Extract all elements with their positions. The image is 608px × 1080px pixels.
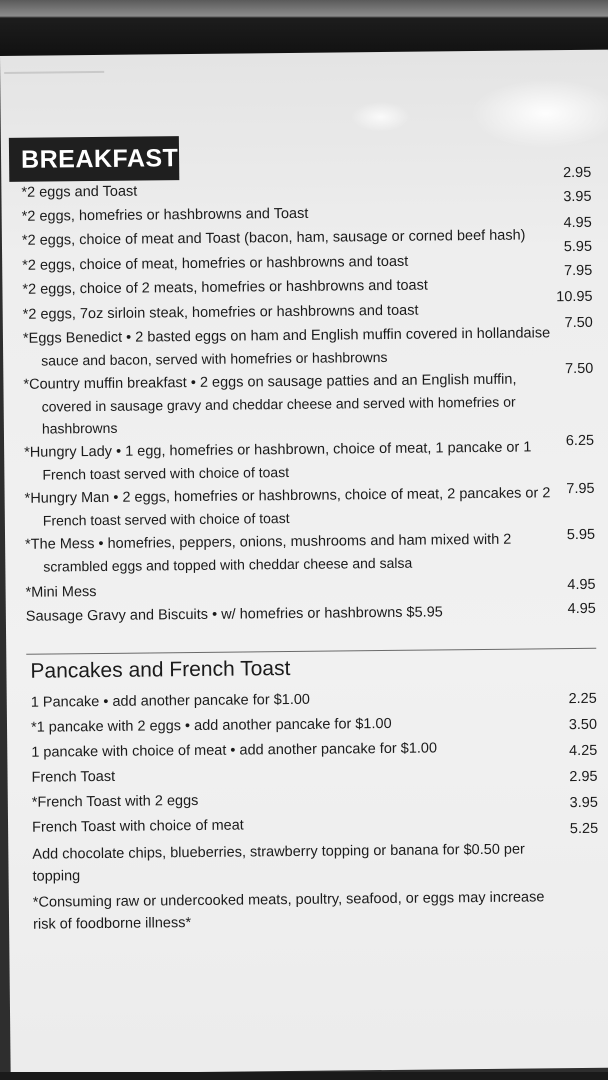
note-line: topping (32, 868, 81, 885)
menu-item: 1 pancake with choice of meat • add another pancake for $1.00 4.25 (31, 740, 598, 761)
item-description-line: sauce and bacon, served with homefries or hashbrowns (41, 348, 388, 369)
item-name: *2 eggs, choice of meat and Toast (bacon, ham, sausage or corned beef hash) (21, 227, 526, 249)
item-description-line: hashbrowns (41, 419, 118, 437)
menu-item: Sausage Gravy and Biscuits • w/ homefries or hashbrowns $5.95 4.95 (26, 600, 596, 628)
menu-holder-bottom (0, 1072, 608, 1080)
item-name: *2 eggs, choice of 2 meats, homefries or hashbrowns and toast (22, 277, 428, 298)
menu-item: *Country muffin breakfast • 2 eggs on sausage patties and an English muffin, covered in sausage gravy and cheddar cheese and served with homefries or hashbrowns 7.50 (23, 368, 594, 440)
item-name: *The Mess (25, 536, 95, 553)
item-description-line: scrambled eggs and topped with cheddar cheese and salsa (43, 554, 413, 575)
item-name: *2 eggs, 7oz sirloin steak, homefries or hashbrowns and toast (22, 302, 419, 323)
item-price: 4.25 (568, 742, 598, 760)
tape-strip (4, 71, 104, 74)
item-description: add another pancake for $1.00 (112, 691, 311, 710)
item-name: *2 eggs, choice of meat, homefries or hashbrowns and toast (22, 253, 409, 274)
menu-item (32, 811, 598, 839)
health-warning (33, 886, 593, 936)
item-price: 7.95 (566, 480, 595, 498)
item-description-line: French toast served with choice of toast (42, 463, 290, 483)
menu-item (31, 761, 597, 789)
item-price: 2.25 (568, 690, 597, 708)
menu-item: *1 pancake with 2 eggs • add another pancake for $1.00 3.50 (31, 711, 597, 739)
item-name: *1 pancake with 2 eggs (30, 718, 182, 736)
item-name: *Hungry Lady (24, 443, 113, 461)
item-description: add another pancake for $1.00 (239, 740, 438, 759)
light-glare (470, 78, 608, 150)
item-price: 3.95 (563, 188, 592, 206)
note-line: *Consuming raw or undercooked meats, poultry, seafood, or eggs may increase (32, 889, 545, 911)
item-name: 1 pancake with choice of meat (31, 742, 227, 761)
item-name: *Hungry Man (24, 489, 110, 507)
item-name: *French Toast with 2 eggs (31, 792, 199, 811)
item-price: 10.95 (556, 288, 593, 306)
item-price: 5.95 (566, 526, 596, 544)
item-description-line: covered in sausage gravy and cheddar cheese and served with homefries or (41, 393, 516, 415)
item-price: 4.95 (563, 214, 592, 232)
item-name: French Toast (31, 768, 116, 786)
menu-item: *Hungry Lady • 1 egg, homefries or hashbrown, choice of meat, 1 pancake or 1 French toast served with choice of toast 6.25 (24, 436, 594, 486)
topping-note (32, 838, 592, 888)
item-name: Sausage Gravy and Biscuits (25, 606, 209, 625)
item-name: *Country muffin breakfast (23, 375, 187, 393)
item-price: 2.95 (562, 164, 592, 182)
menu-item: *Eggs Benedict • 2 basted eggs on ham and English muffin covered in hollandaise sauce and bacon, served with homefries or hashbrowns 7.50 (23, 322, 593, 372)
item-price: 5.95 (563, 238, 593, 256)
item-price: 4.95 (567, 576, 596, 594)
item-price: 3.50 (568, 716, 598, 734)
item-name: *Eggs Benedict (22, 329, 123, 347)
menu-item: *The Mess • homefries, peppers, onions, mushrooms and ham mixed with 2 scrambled eggs and topped with cheddar cheese and salsa 5.95 (25, 528, 595, 578)
menu-item (26, 576, 596, 604)
item-description: homefries, peppers, onions, mushrooms and ham mixed with 2 (107, 531, 512, 552)
item-price: 7.50 (564, 314, 593, 332)
item-description: 1 egg, homefries or hashbrown, choice of meat, 1 pancake or 1 (125, 439, 532, 460)
menu-item: *Hungry Man • 2 eggs, homefries or hashbrowns, choice of meat, 2 pancakes or 2 French toast served with choice of toast 7.95 (25, 482, 595, 532)
menu-page (0, 50, 608, 1074)
menu-item (22, 238, 593, 277)
item-description: 2 eggs, homefries or hashbrowns, choice of meat, 2 pancakes or 2 (122, 485, 551, 506)
pancakes-heading: Pancakes and French Toast (30, 656, 291, 683)
item-price: 6.25 (565, 432, 595, 450)
section-divider (26, 648, 596, 655)
item-description-line: French toast served with choice of toast (42, 509, 290, 529)
item-description: 2 basted eggs on ham and English muffin covered in hollandaise (135, 325, 551, 346)
item-price: 3.95 (569, 794, 598, 812)
item-description: add another pancake for $1.00 (194, 715, 392, 735)
menu-item (21, 164, 592, 204)
note-line: Add chocolate chips, blueberries, strawberry topping or banana for $0.50 per (32, 841, 525, 863)
item-description: 2 eggs on sausage patties and an English muffin, (199, 371, 517, 391)
menu-item (32, 786, 598, 814)
item-price: 7.95 (563, 262, 593, 280)
item-price: 4.95 (567, 600, 596, 618)
menu-item (22, 288, 593, 326)
item-price: 2.95 (569, 768, 598, 786)
item-price: 7.50 (564, 360, 594, 378)
menu-item: 1 Pancake • add another pancake for $1.00 2.25 (31, 686, 597, 714)
item-name: *Mini Mess (25, 584, 97, 601)
note-line: risk of foodborne illness* (33, 915, 192, 933)
item-name: *2 eggs, homefries or hashbrowns and Toast (21, 205, 309, 225)
item-price: 5.25 (569, 820, 599, 838)
item-name: *2 eggs and Toast (21, 183, 138, 201)
item-name: 1 Pancake (30, 693, 100, 711)
breakfast-heading: BREAKFAST (9, 136, 179, 182)
light-glare-small (351, 102, 411, 133)
item-description: w/ homefries or hashbrowns $5.95 (221, 604, 443, 623)
item-name: French Toast with choice of meat (31, 817, 244, 836)
